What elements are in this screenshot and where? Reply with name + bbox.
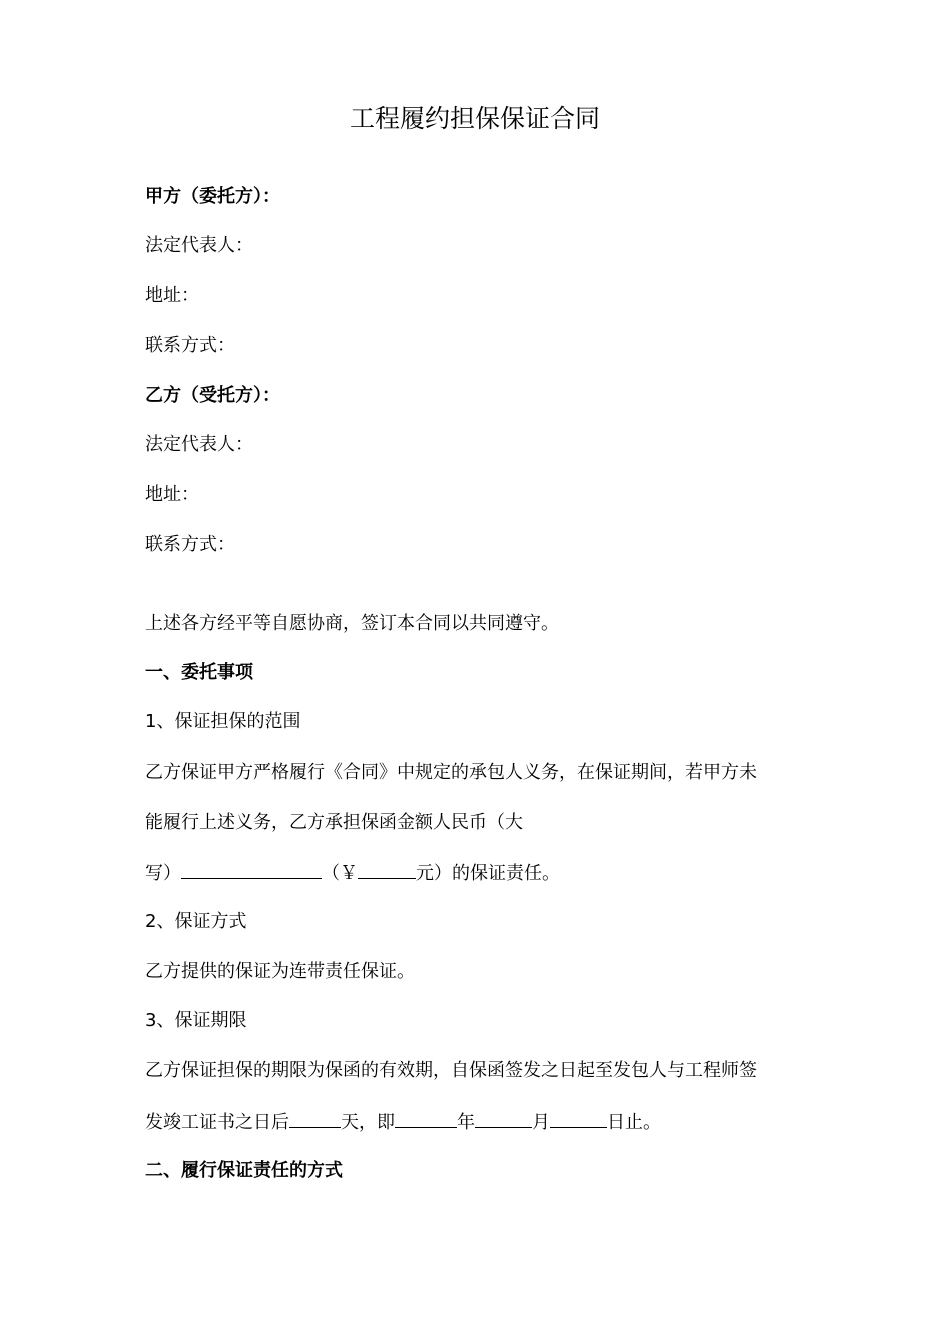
party-a-representative-label: 法定代表人： [145, 235, 253, 256]
item-2-heading: 2、保证方式 [145, 911, 247, 932]
item-3-heading: 3、保证期限 [145, 1010, 247, 1031]
item-2-text: 乙方提供的保证为连带责任保证。 [145, 961, 415, 982]
days-blank [289, 1109, 341, 1128]
text-fragment: 发竣工证书之日后 [145, 1112, 289, 1133]
party-a-contact-label: 联系方式： [145, 335, 235, 356]
text-fragment: 元）的保证责任。 [416, 863, 560, 884]
item-1-text-line-2: 能履行上述义务，乙方承担保函金额人民币（大 [145, 812, 523, 833]
party-b-contact-label: 联系方式： [145, 534, 235, 555]
party-b-address-label: 地址： [145, 484, 199, 505]
month-blank [475, 1109, 532, 1128]
amount-in-words-blank [181, 860, 322, 879]
amount-in-figures-blank [358, 860, 416, 879]
text-fragment: 天，即 [341, 1112, 395, 1133]
party-b-representative-label: 法定代表人： [145, 434, 253, 455]
item-3-text-line-2 [145, 1109, 661, 1135]
year-blank [395, 1109, 457, 1128]
item-3-text-line-1: 乙方保证担保的期限为保函的有效期，自保函签发之日起至发包人与工程师签 [145, 1060, 757, 1081]
text-fragment: 日止。 [607, 1112, 661, 1133]
party-b-heading: 乙方（受托方）： [145, 385, 280, 406]
text-fragment: 月 [532, 1112, 550, 1133]
section-2-heading: 二、履行保证责任的方式 [145, 1160, 343, 1181]
party-a-heading: 甲方（委托方）： [145, 186, 280, 207]
party-a-address-label: 地址： [145, 285, 199, 306]
section-1-heading: 一、委托事项 [145, 662, 253, 683]
preamble-paragraph: 上述各方经平等自愿协商，签订本合同以共同遵守。 [145, 613, 559, 634]
item-1-text-line-1: 乙方保证甲方严格履行《合同》中规定的承包人义务，在保证期间，若甲方未 [145, 762, 757, 783]
item-1-text-line-3 [145, 860, 560, 886]
document-title: 工程履约担保保证合同 [349, 104, 600, 133]
item-1-heading: 1、保证担保的范围 [145, 711, 301, 732]
text-fragment: （￥ [322, 863, 358, 884]
text-fragment: 年 [457, 1112, 475, 1133]
text-fragment: 写） [145, 863, 181, 884]
day-blank [550, 1109, 607, 1128]
